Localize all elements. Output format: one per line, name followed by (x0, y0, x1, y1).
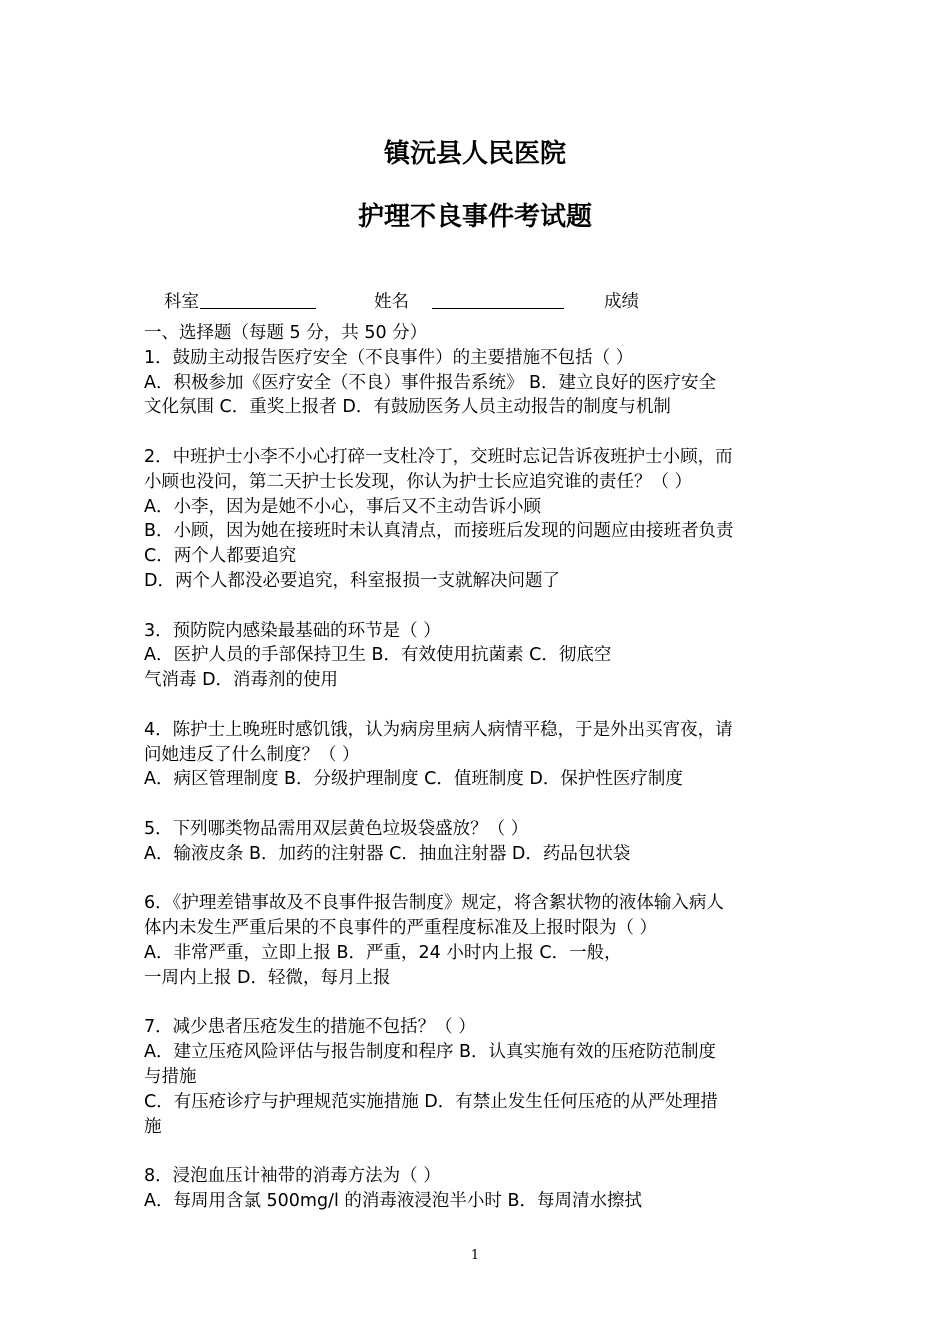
question-gap (144, 594, 834, 619)
question-line: A．积极参加《医疗安全（不良）事件报告系统》 B．建立良好的医疗安全 (144, 372, 717, 393)
question-3 (144, 619, 834, 693)
question-line: A．每周用含氯 500mg/l 的消毒液浸泡半小时 B．每周清水擦拭 (144, 1190, 642, 1211)
question-gap (144, 693, 834, 718)
question-text: 6．《护理差错事故及不良事件报告制度》规定，将含絮状物的液体输入病人 (144, 893, 724, 914)
question-line: A．小李，因为是她不小心，事后又不主动告诉小顾 (144, 496, 541, 517)
question-line: 体内未发生严重后果的不良事件的严重程度标准及上报时限为（ ） (144, 918, 658, 939)
question-line: 与措施 (144, 1066, 197, 1087)
question-line: C．有压疮诊疗与护理规范实施措施 D．有禁止发生任何压疮的从严处理措 (144, 1091, 718, 1112)
question-2 (144, 445, 834, 594)
question-line: 气消毒 D．消毒剂的使用 (144, 670, 339, 691)
question-line: B．小顾，因为她在接班时未认真清点，而接班后发现的问题应由接班者负责 (144, 521, 734, 542)
question-text: 5．下列哪类物品需用双层黄色垃圾袋盛放？（ ） (144, 818, 529, 839)
section-heading: 一、选择题（每题 5 分，共 50 分） (144, 323, 428, 343)
question-line: 小顾也没问，第二天护士长发现，你认为护士长应追究谁的责任？（ ） (144, 471, 693, 492)
dept-field-line (200, 308, 316, 309)
question-text: 1．鼓励主动报告医疗安全（不良事件）的主要措施不包括（ ） (144, 347, 634, 368)
question-line: A．非常严重，立即上报 B．严重，24 小时内上报 C．一般， (144, 942, 622, 963)
question-line: C．两个人都要追究 (144, 546, 297, 567)
question-gap (144, 420, 834, 445)
question-line: A．病区管理制度 B．分级护理制度 C．值班制度 D．保护性医疗制度 (144, 769, 683, 790)
question-gap (144, 867, 834, 892)
question-gap (144, 1139, 834, 1164)
question-gap (144, 792, 834, 817)
page-number: 1 (470, 1248, 480, 1263)
dept-label: 科室 (164, 292, 199, 312)
question-line: 文化氛围 C．重奖上报者 D．有鼓励医务人员主动报告的制度与机制 (144, 397, 671, 418)
name-label: 姓名 (374, 292, 409, 312)
question-text: 7．减少患者压疮发生的措施不包括？（ ） (144, 1017, 476, 1038)
question-line: 问她违反了什么制度？（ ） (144, 744, 360, 765)
question-gap (144, 991, 834, 1016)
question-5 (144, 817, 834, 867)
question-1 (144, 346, 834, 420)
question-text: 4．陈护士上晚班时感饥饿，认为病房里病人病情平稳，于是外出买宵夜，请 (144, 719, 733, 740)
question-text: 2．中班护士小李不小心打碎一支杜冷丁，交班时忘记告诉夜班护士小顾，而 (144, 446, 733, 467)
question-line: A．建立压疮风险评估与报告制度和程序 B．认真实施有效的压疮防范制度 (144, 1042, 717, 1063)
exam-title: 护理不良事件考试题 (357, 202, 592, 232)
question-text: 3．预防院内感染最基础的环节是（ ） (144, 620, 441, 641)
question-line: D．两个人都没必要追究，科室报损一支就解决问题了 (144, 570, 560, 591)
question-4 (144, 718, 834, 792)
question-line: 一周内上报 D．轻微，每月上报 (144, 967, 391, 988)
question-8 (144, 1164, 834, 1214)
question-line: 施 (144, 1116, 162, 1137)
question-7 (144, 1015, 834, 1139)
question-6 (144, 891, 834, 990)
question-text: 8．浸泡血压计袖带的消毒方法为（ ） (144, 1166, 441, 1187)
question-line: A．医护人员的手部保持卫生 B．有效使用抗菌素 C．彻底空 (144, 645, 612, 666)
question-line: A．输液皮条 B．加药的注射器 C．抽血注射器 D．药品包状袋 (144, 843, 631, 864)
score-label: 成绩 (604, 292, 639, 312)
question-list (144, 321, 834, 1214)
name-field-line (432, 308, 564, 309)
hospital-name: 镇沅县人民医院 (383, 139, 566, 169)
